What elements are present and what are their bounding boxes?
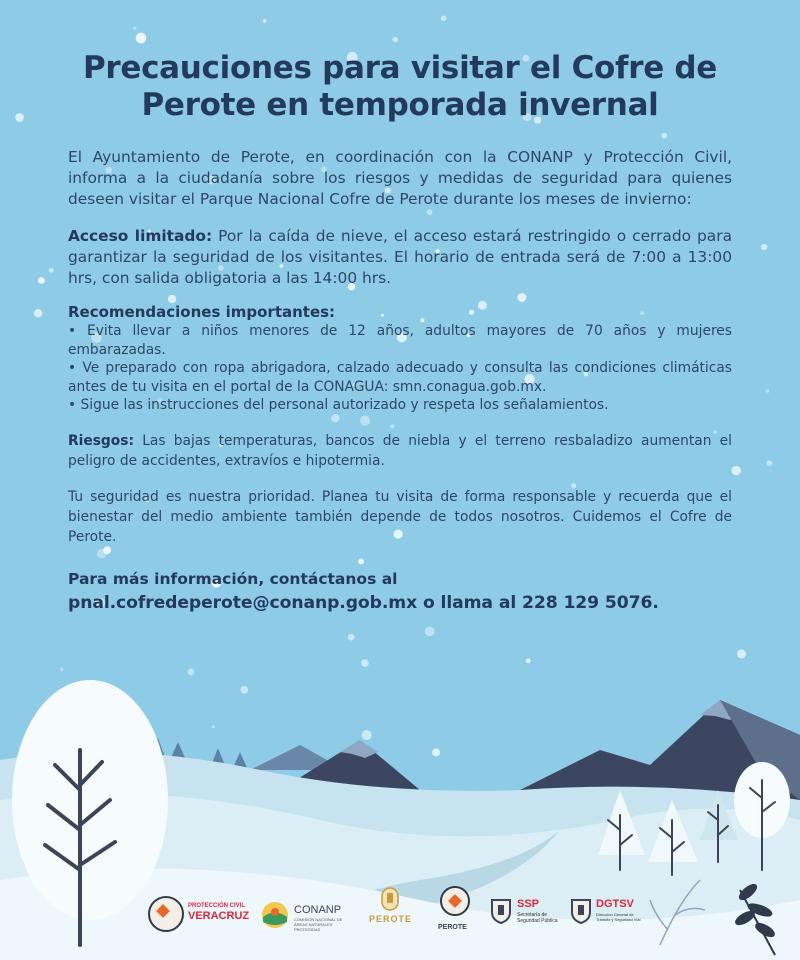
logo-perote bbox=[365, 882, 420, 942]
logo-conanp bbox=[260, 882, 355, 942]
contact-label: Para más información, contáctanos al bbox=[68, 569, 398, 588]
proteccion-civil-seal-icon bbox=[440, 886, 470, 916]
contact-email-phone: pnal.cofredeperote@conanp.gob.mx o llama al 228 129 5076. bbox=[68, 592, 659, 613]
sponsor-logos bbox=[140, 882, 650, 942]
logo-text: PROTECCIÓN CIVIL bbox=[188, 903, 246, 909]
logo-text: VERACRUZ bbox=[188, 910, 250, 922]
intro-paragraph: El Ayuntamiento de Perote, en coordinación con la CONANP y Protección Civil, informa a la ciudadanía sobre los riesgos y medidas de seguridad para quienes deseen visitar el Parque Nacional Cofre de Perote durante los meses de invierno: bbox=[68, 148, 732, 208]
list-item: • Sigue las instrucciones del personal autorizado y respeta los señalamientos. bbox=[68, 397, 609, 413]
proteccion-civil-seal-icon bbox=[148, 896, 184, 932]
acceso-label: Acceso limitado: bbox=[68, 227, 213, 245]
veracruz-shield-icon bbox=[490, 898, 512, 924]
logo-text: SSP bbox=[517, 898, 540, 910]
conanp-emblem-icon bbox=[260, 900, 290, 930]
logo-proteccion-civil-perote bbox=[435, 882, 480, 942]
list-item: • Evita llevar a niños menores de 12 años, adultos mayores de 70 años y mujeres embarazadas. bbox=[68, 323, 732, 358]
recommendations-section bbox=[68, 303, 732, 415]
logo-text: COMISIÓN NACIONAL DE ÁREAS NATURALES PROTEGIDAS bbox=[294, 917, 343, 932]
logo-text: Secretaría de Seguridad Pública bbox=[517, 912, 558, 924]
page-title: Precauciones para visitar el Cofre de Perote en temporada invernal bbox=[82, 50, 718, 123]
acceso-paragraph bbox=[68, 226, 732, 289]
riesgos-label: Riesgos: bbox=[68, 432, 135, 449]
acceso-text: Por la caída de nieve, el acceso estará restringido o cerrado para garantizar la seguridad de los visitantes. El horario de entrada será de 7:00 a 13:00 hrs, con salida obligatoria a las 14:00 hrs. bbox=[68, 227, 733, 287]
riesgos-paragraph bbox=[68, 431, 732, 471]
contact-section bbox=[68, 567, 732, 616]
veracruz-shield-icon bbox=[570, 898, 592, 924]
logo-ssp bbox=[490, 882, 575, 942]
logo-text: Dirección General de Tránsito y Seguridad Vial bbox=[596, 912, 641, 922]
perote-crest-icon bbox=[378, 886, 402, 912]
logo-dgtsv bbox=[570, 882, 655, 942]
logo-text: DGTSV bbox=[596, 898, 634, 910]
notice-content bbox=[68, 50, 732, 616]
logo-text: CONANP bbox=[294, 904, 342, 916]
list-item: • Ve preparado con ropa abrigadora, calzado adecuado y consulta las condiciones climáticas antes de tu visita en el portal de la CONAGUA: smn.conagua.gob.mx. bbox=[68, 360, 732, 395]
logo-proteccion-civil-veracruz bbox=[148, 882, 258, 942]
recommendations-title: Recomendaciones importantes: bbox=[68, 303, 336, 321]
logo-text: PEROTE bbox=[438, 924, 467, 931]
logo-text: PEROTE bbox=[369, 914, 413, 924]
riesgos-text: Las bajas temperaturas, bancos de niebla y el terreno resbaladizo aumentan el peligro de accidentes, extravíos e hipotermia. bbox=[68, 432, 732, 469]
seguridad-paragraph: Tu seguridad es nuestra prioridad. Planea tu visita de forma responsable y recuerda que el bienestar del medio ambiente también depende de todos nosotros. Cuidemos el Cofre de Perote. bbox=[68, 488, 732, 545]
